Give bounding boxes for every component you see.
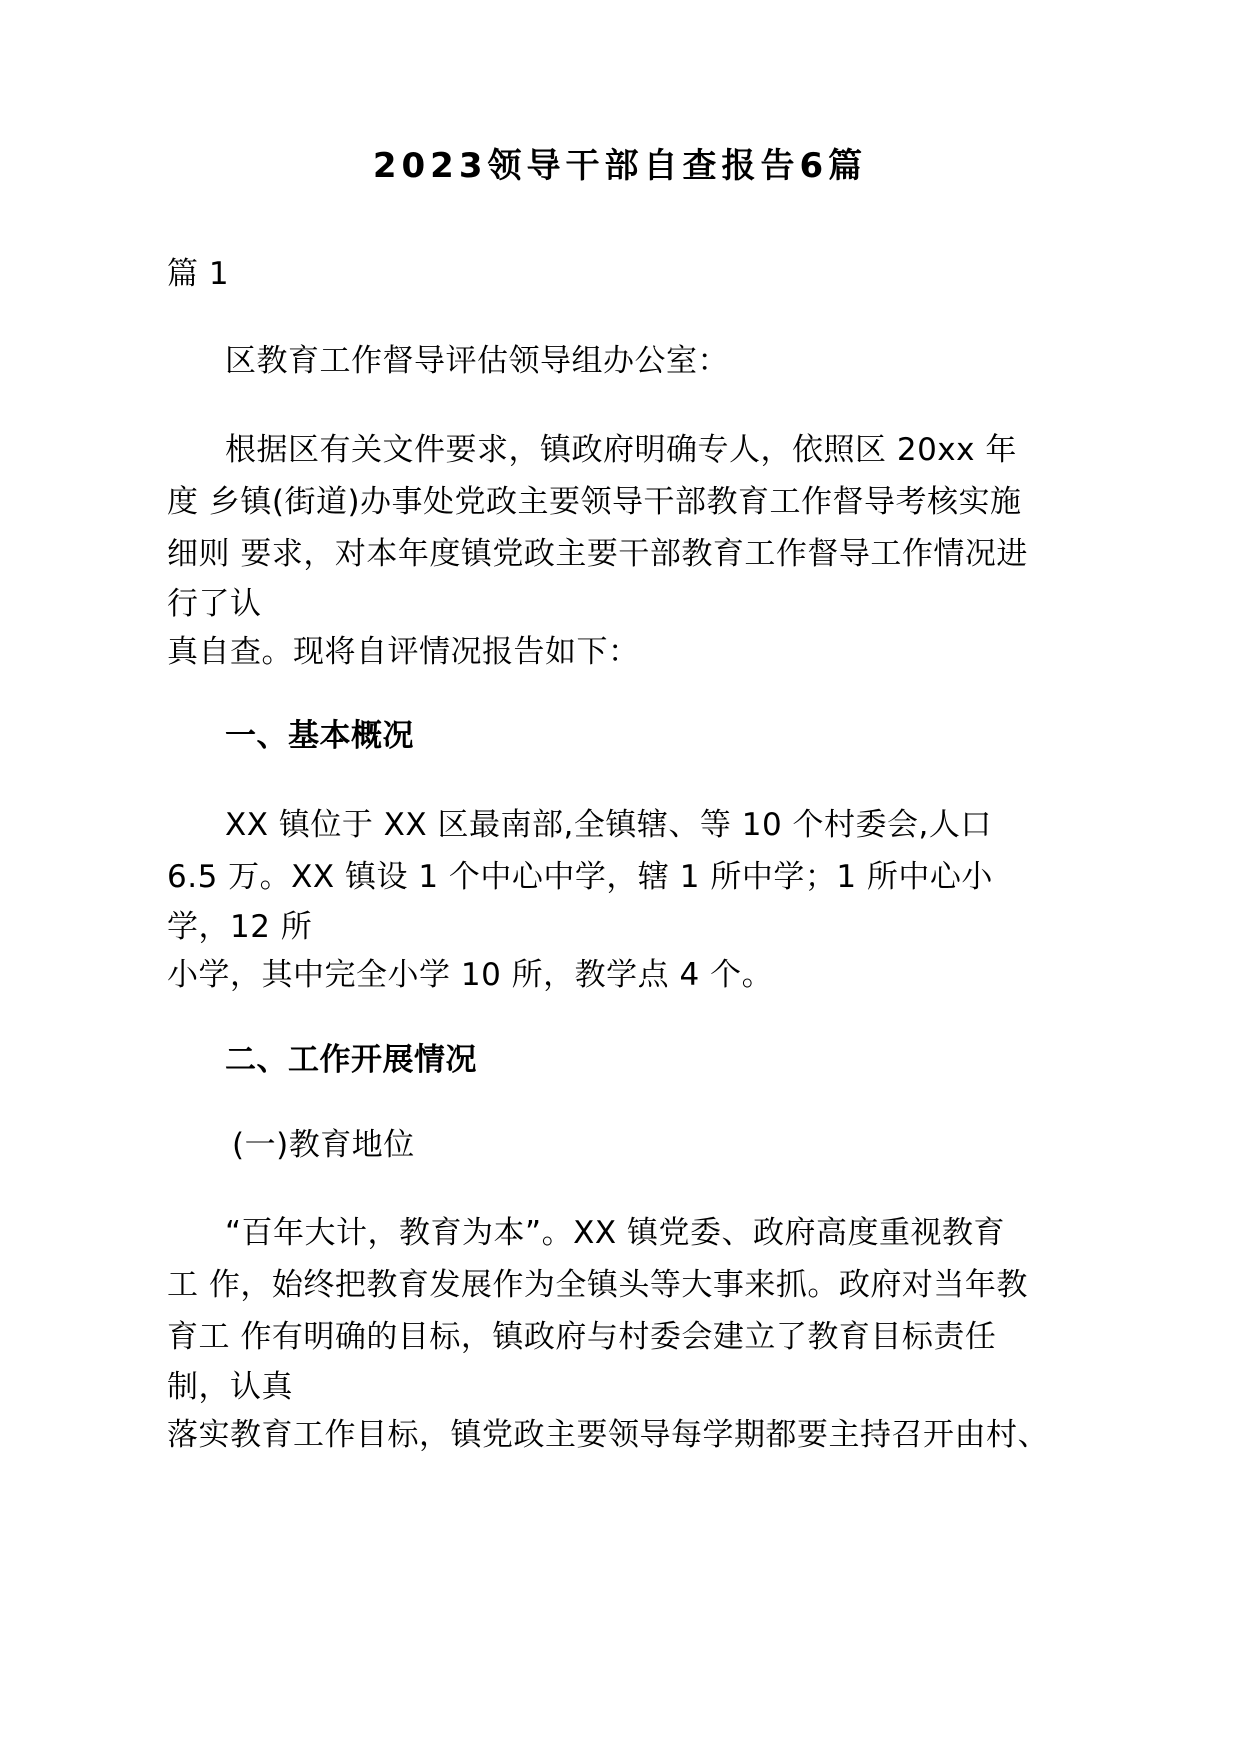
paragraph-line: 工 作，始终把教育发展作为全镇头等大事来抓。政府对当年教 bbox=[167, 1267, 1028, 1303]
paragraph-line: 制，认真 bbox=[167, 1369, 293, 1405]
paragraph-line: 落实教育工作目标，镇党政主要领导每学期都要主持召开由村、 bbox=[167, 1417, 1049, 1453]
paragraph-line: 度 乡镇(街道)办事处党政主要领导干部教育工作督导考核实施 bbox=[167, 484, 1022, 520]
document-title: 2023领导干部自查报告6篇 bbox=[372, 146, 868, 186]
paragraph-line: 真自查。现将自评情况报告如下： bbox=[167, 634, 640, 670]
paragraph-line: 细则 要求，对本年度镇党政主要干部教育工作督导工作情况进 bbox=[167, 536, 1028, 572]
paragraph-line: 根据区有关文件要求，镇政府明确专人，依照区 20xx 年 bbox=[225, 432, 1017, 468]
paragraph-line: 育工 作有明确的目标，镇政府与村委会建立了教育目标责任 bbox=[167, 1319, 997, 1355]
subsection-heading: (一)教育地位 bbox=[232, 1127, 415, 1163]
section-heading: 二、工作开展情况 bbox=[225, 1042, 477, 1078]
paragraph-line: 小学，其中完全小学 10 所，教学点 4 个。 bbox=[167, 957, 774, 993]
paragraph-line: XX 镇位于 XX 区最南部,全镇辖、等 10 个村委会,人口 bbox=[225, 807, 992, 843]
section-heading: 一、基本概况 bbox=[225, 718, 414, 754]
salutation: 区教育工作督导评估领导组办公室： bbox=[225, 343, 729, 379]
paragraph-line: “百年大计，教育为本”。XX 镇党委、政府高度重视教育 bbox=[225, 1215, 1005, 1251]
paragraph-line: 学，12 所 bbox=[167, 909, 313, 945]
paragraph-line: 行了认 bbox=[167, 586, 262, 622]
paragraph-line: 6.5 万。XX 镇设 1 个中心中学，辖 1 所中学；1 所中心小 bbox=[167, 859, 993, 895]
chapter-label: 篇 1 bbox=[167, 256, 230, 292]
